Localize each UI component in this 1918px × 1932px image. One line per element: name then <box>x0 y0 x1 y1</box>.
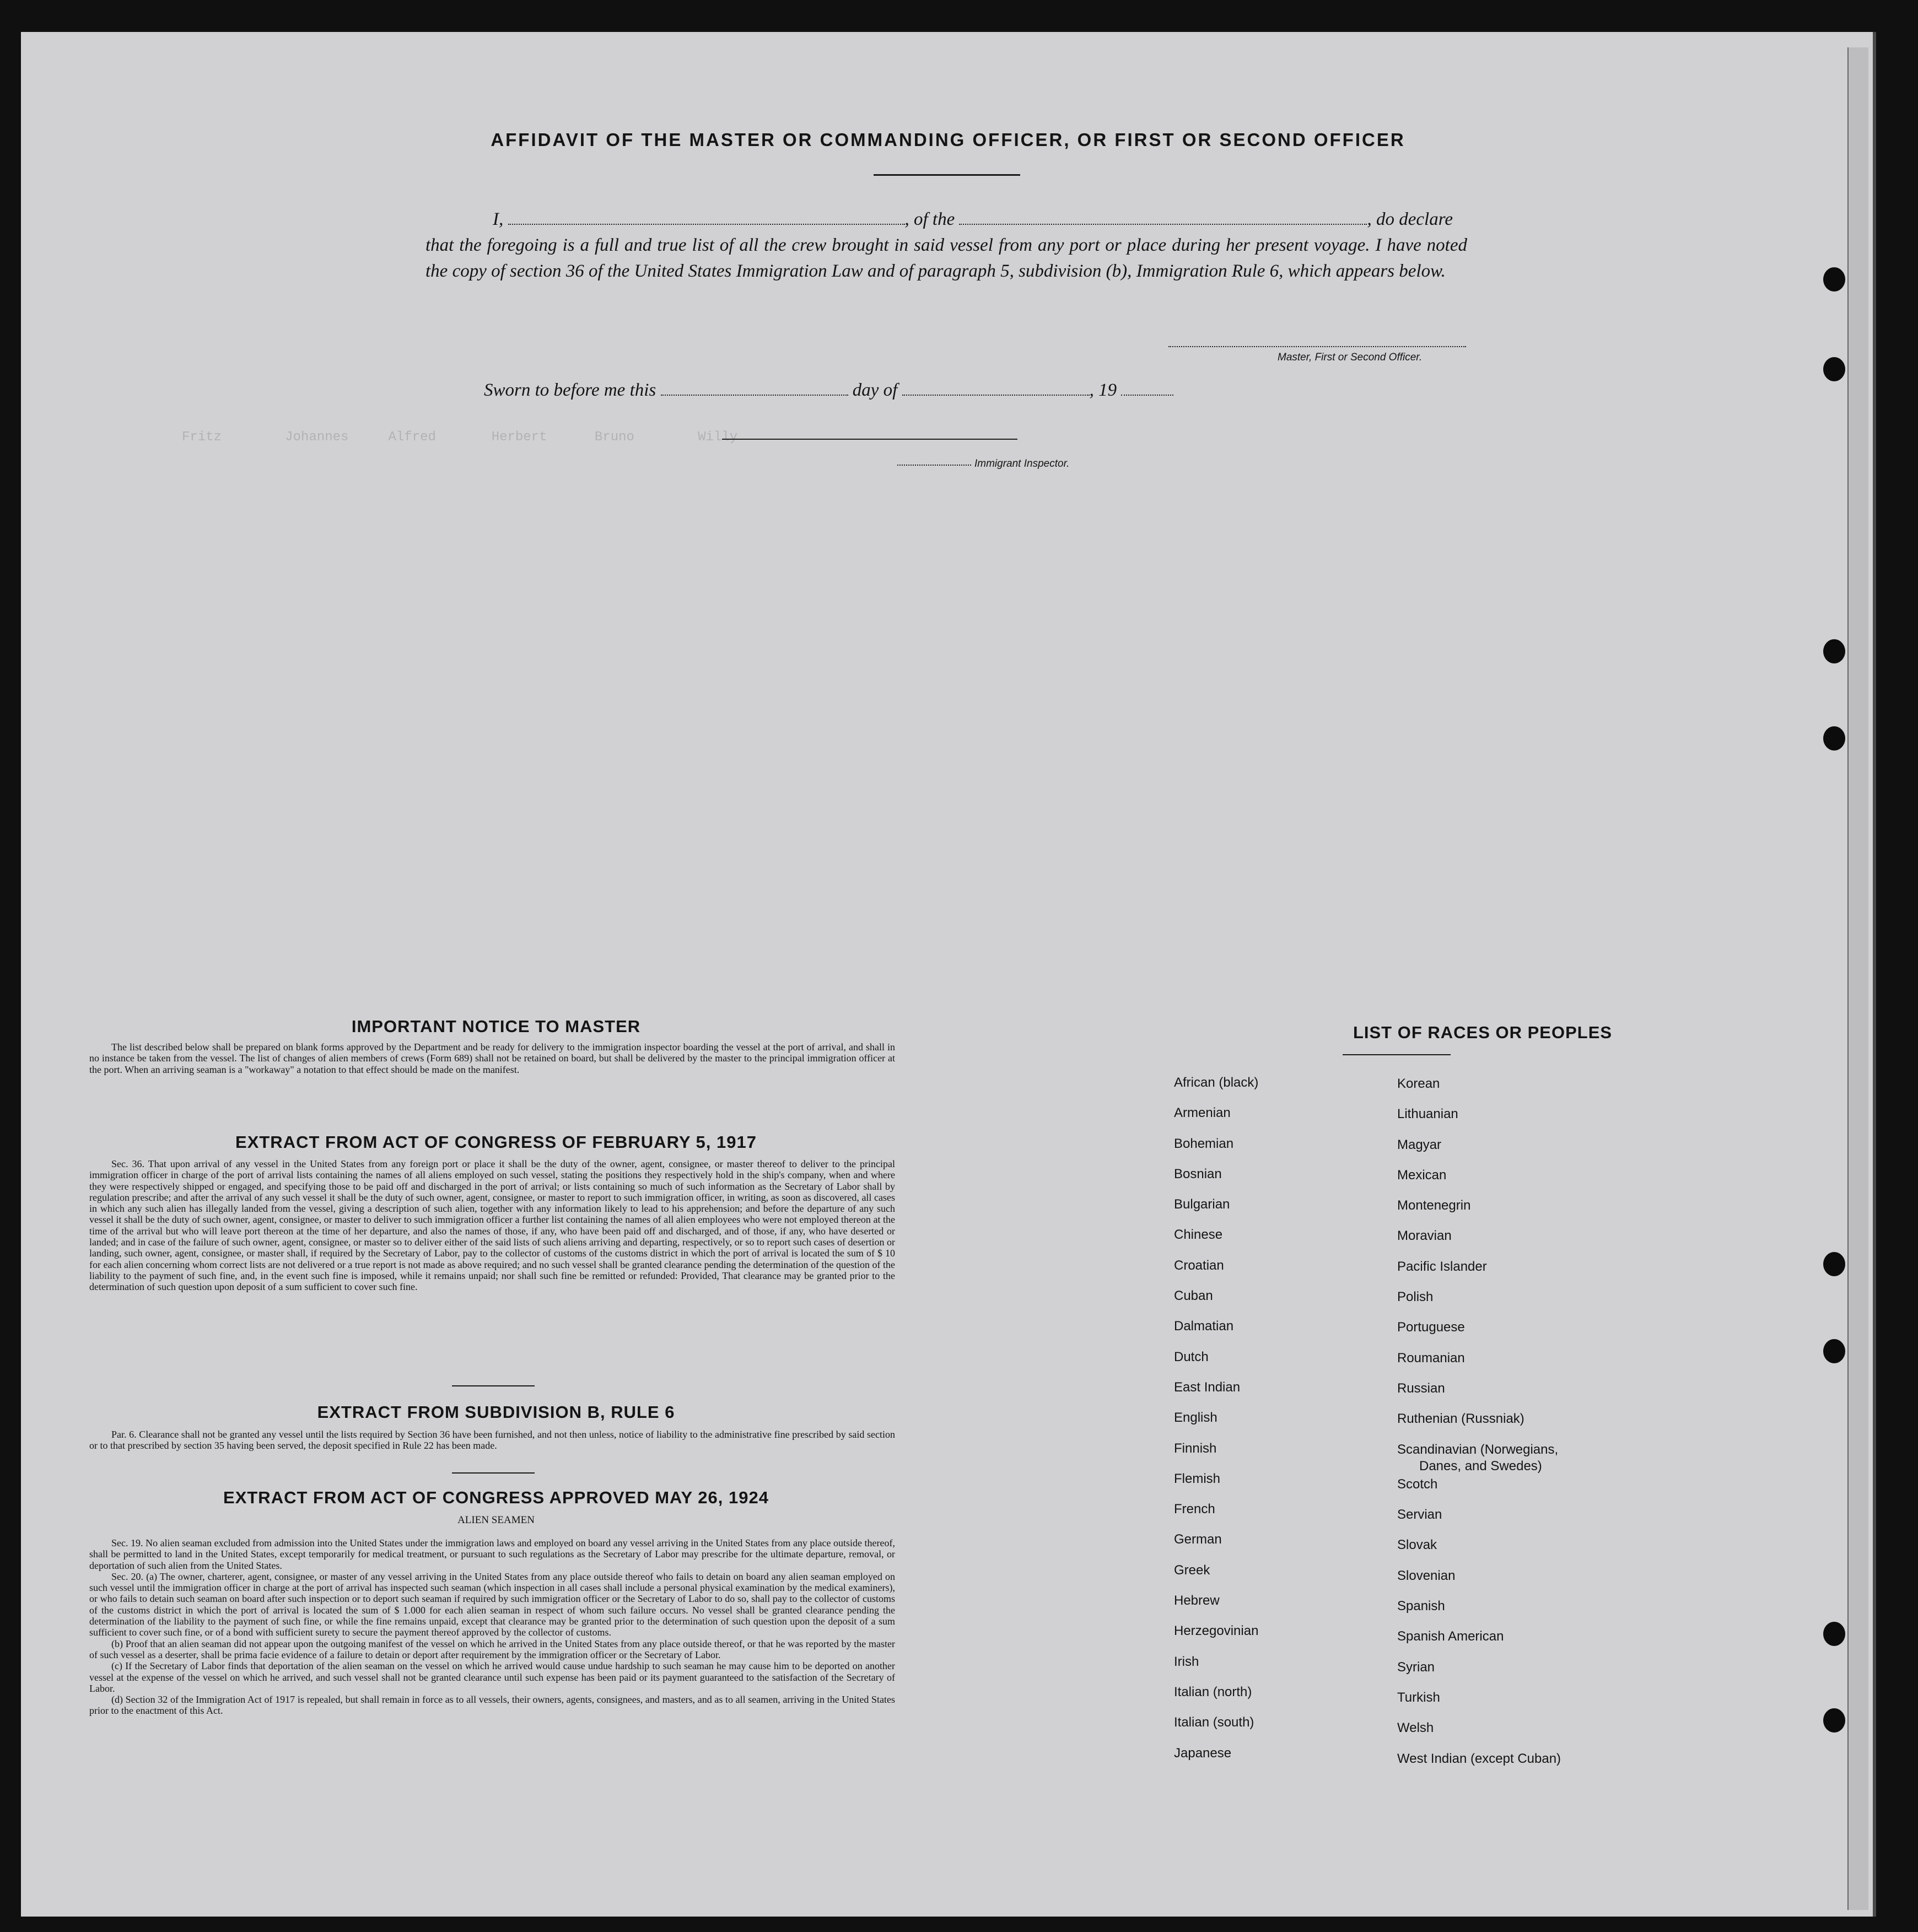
punch-hole <box>1823 1708 1845 1733</box>
race-item: Welsh <box>1397 1720 1434 1736</box>
race-item: Chinese <box>1174 1227 1223 1243</box>
race-item: Korean <box>1397 1076 1440 1091</box>
vessel-name-field[interactable] <box>959 212 1367 225</box>
race-item: Herzegovinian <box>1174 1623 1259 1639</box>
race-item: Montenegrin <box>1397 1198 1471 1213</box>
inspector-dotted-line <box>897 465 971 466</box>
race-item: Slovenian <box>1397 1568 1456 1583</box>
race-item: Slovak <box>1397 1537 1437 1553</box>
race-item: Scotch <box>1397 1476 1438 1492</box>
master-signature-caption: Master, First or Second Officer. <box>1278 352 1423 363</box>
race-item: African (black) <box>1174 1075 1259 1090</box>
race-item: Bohemian <box>1174 1136 1234 1151</box>
punch-hole <box>1823 1252 1845 1276</box>
subdivision-b-text <box>89 1429 895 1451</box>
race-item: Syrian <box>1397 1659 1435 1675</box>
sec-19-paragraph: Sec. 19. No alien seaman excluded from admission into the United States under the immigration laws and employed on board any vessel arriving in the United States from any place outside thereof, shall be permitted to land in the United States, except temporarily for medical treatment, or pursuant to such regulations as the Secretary of Labor may prescribe for the ultimate departure, removal, or deportation of such alien from the United States. <box>89 1537 895 1571</box>
race-item: Cuban <box>1174 1288 1213 1304</box>
race-item: Irish <box>1174 1654 1199 1669</box>
declarant-name-field[interactable] <box>508 212 905 225</box>
of-the-text: , of the <box>904 209 955 229</box>
races-right-column <box>1397 1076 1706 1781</box>
extract-1917-text <box>89 1158 895 1293</box>
race-item: Magyar <box>1397 1137 1442 1152</box>
race-item: West Indian (except Cuban) <box>1397 1751 1561 1766</box>
race-item: French <box>1174 1502 1215 1517</box>
race-item: Flemish <box>1174 1471 1221 1486</box>
declarant-prefix: I, <box>493 209 504 229</box>
divider <box>452 1472 535 1474</box>
bleed-through-texture: Fritz Johannes Alfred Herbert Bruno Willy <box>182 430 738 445</box>
master-signature-line[interactable] <box>1168 346 1466 347</box>
punch-hole <box>1823 267 1845 292</box>
sworn-year-field[interactable] <box>1121 382 1173 396</box>
inspector-caption: Immigrant Inspector. <box>974 458 1070 469</box>
sworn-month-field[interactable] <box>902 382 1090 396</box>
title-underline <box>874 174 1020 176</box>
race-item: Spanish American <box>1397 1629 1504 1644</box>
race-item: Greek <box>1174 1562 1210 1578</box>
extract-1924-title: EXTRACT FROM ACT OF CONGRESS APPROVED MAY 26, 1924 <box>223 1488 769 1507</box>
race-item: Lithuanian <box>1397 1107 1458 1122</box>
races-underline <box>1343 1054 1451 1055</box>
race-item: Moravian <box>1397 1228 1452 1244</box>
sworn-line <box>484 380 1200 401</box>
inspector-signature-line[interactable] <box>722 439 1017 440</box>
race-item: Armenian <box>1174 1105 1231 1121</box>
race-item: Spanish <box>1397 1599 1445 1614</box>
subdivision-b-title: EXTRACT FROM SUBDIVISION B, RULE 6 <box>317 1402 675 1422</box>
race-item: Hebrew <box>1174 1593 1220 1609</box>
race-item: English <box>1174 1410 1217 1426</box>
extract-1924-text <box>89 1537 895 1717</box>
races-title: LIST OF RACES OR PEOPLES <box>1353 1023 1613 1042</box>
race-item: Croatian <box>1174 1258 1224 1273</box>
affidavit-declaration <box>425 207 1467 284</box>
punch-hole <box>1823 357 1845 381</box>
race-item: Russian <box>1397 1380 1445 1396</box>
race-item: Italian (north) <box>1174 1684 1252 1699</box>
notice-title: IMPORTANT NOTICE TO MASTER <box>351 1017 641 1036</box>
race-item: Scandinavian (Norwegians, <box>1397 1442 1559 1457</box>
sec-20c-paragraph: (c) If the Secretary of Labor finds that deportation of the alien seaman on the vessel on which he arrived would cause undue hardship to such seaman he may cause him to be deported on another vessel at the expense of the vessel on which he arrived, and such vessel shall not be granted clearance until such expense has been paid or its payment guaranteed to the satisfaction of the Secretary of Labor. <box>89 1660 895 1694</box>
sworn-day-field[interactable] <box>661 382 848 396</box>
page-edge <box>1847 47 1868 1910</box>
race-item: Roumanian <box>1397 1350 1465 1366</box>
race-item: Portuguese <box>1397 1320 1465 1335</box>
notice-paragraph: The list described below shall be prepared on blank forms approved by the Department and be ready for delivery to the immigration inspector boarding the vessel at the port of arrival, and shall in no instance be taken from the vessel. The list of changes of alien members of crews (Form 689) shall not be retained on board, but shall be delivered by the master to the principal immigration officer at the port. When an arriving seaman is a "workaway" a notation to that effect should be made on the manifest. <box>89 1041 895 1075</box>
race-item: Italian (south) <box>1174 1715 1254 1730</box>
punch-hole <box>1823 639 1845 663</box>
punch-hole <box>1823 1622 1845 1646</box>
notice-text <box>89 1041 895 1075</box>
par-6-paragraph: Par. 6. Clearance shall not be granted any vessel until the lists required by Section 36 have been furnished, and not then unless, notice of liability to the administrative fine prescribed by said section or to that prescribed by section 35 having been served, the deposit specified in Rule 22 has been made. <box>89 1429 895 1451</box>
race-item: Polish <box>1397 1289 1434 1305</box>
declaration-body: that the foregoing is a full and true list of all the crew brought in said vessel from any port or place during her present voyage. I have noted the copy of section 36 of the United States Immigration Law and of paragraph 5, subdivision (b), Immigration Rule 6, which appears below. <box>425 235 1467 281</box>
sec-20d-paragraph: (d) Section 32 of the Immigration Act of 1917 is repealed, but shall remain in force as to all vessels, their owners, agents, consignees, and masters, and as to all seamen, arriving in the United States prior to the enactment of this Act. <box>89 1694 895 1717</box>
extract-1917-title: EXTRACT FROM ACT OF CONGRESS OF FEBRUARY 5, 1917 <box>235 1132 757 1152</box>
race-item: Mexican <box>1397 1167 1447 1183</box>
punch-hole <box>1823 726 1845 751</box>
alien-seamen-subtitle: ALIEN SEAMEN <box>457 1514 535 1526</box>
race-item: Pacific Islander <box>1397 1259 1487 1274</box>
day-of-text: day of <box>852 380 898 400</box>
race-item: Dutch <box>1174 1349 1209 1364</box>
race-item: Bulgarian <box>1174 1197 1230 1212</box>
race-item: Dalmatian <box>1174 1319 1234 1334</box>
races-left-column <box>1174 1075 1383 1776</box>
sec-20b-paragraph: (b) Proof that an alien seaman did not appear upon the outgoing manifest of the vessel on which he arrived in the United States from any place outside thereof, or that he was reported by the master of such vessel as a deserter, shall be prima facie evidence of a failure to detain or deport after requirement by the immigration officer or the Secretary of Labor. <box>89 1638 895 1660</box>
sec-20a-paragraph: Sec. 20. (a) The owner, charterer, agent, consignee, or master of any vessel arriving in the United States from any place outside thereof who fails to detain on board any alien seaman employed on such vessel until the immigration officer in charge at the port of arrival has inspected such seaman (which inspection in all cases shall include a personal physical examination by the medical examiners), or who fails to detain such seaman on board after such inspection or to deport such seaman if required by such immigration officer or the Secretary of Labor to do so, shall pay to the collector of customs of the customs district in which the port of arrival is located the sum of $ 1.000 for each alien seaman in respect of whom such failure occurs. No vessel shall be granted clearance pending the determination of the liability to the payment of such fine, or while the fine remains unpaid, except that clearance may be granted prior to the determination of such question upon the deposit of a sum sufficient to cover such fine, or of a bond with sufficient surety to secure the payment thereof approved by the collector of customs. <box>89 1571 895 1638</box>
race-item: Servian <box>1397 1507 1442 1523</box>
punch-hole <box>1823 1339 1845 1363</box>
year-prefix: , 19 <box>1089 380 1117 400</box>
divider <box>452 1385 535 1386</box>
race-item: Danes, and Swedes) <box>1419 1458 1542 1474</box>
race-item: East Indian <box>1174 1379 1241 1395</box>
sec-36-paragraph: Sec. 36. That upon arrival of any vessel in the United States from any foreign port or place it shall be the duty of the owner, agent, consignee, or master thereof to deliver to the principal immigration officer in charge of the port of arrival lists containing the names of all aliens employed on such vessel, stating the positions they respectively hold in the ship's company, when and where they were respectively shipped or engaged, and specifying those to be paid off and discharged in the port of arrival; or lists containing so much of such information as the Secretary of Labor shall by regulation prescribe; and after the arrival of any such vessel it shall be the duty of such owner, agent, consignee, or master to report to such immigration officer, in writing, as soon as discovered, all cases in which any such alien has illegally landed from the vessel, giving a description of such alien, together with any information likely to lead to his apprehension; and before the departure of any such vessel it shall be the duty of such owner, agent, consignee, or master to deliver to such immigration officer a further list containing the names of all alien employees who were not employed thereon at the time of the arrival but who will leave port thereon at the time of her departure, and also the names of those, if any, who have been paid off and discharged, and of those, if any, who have deserted or landed; and in case of the failure of such owner, agent, consignee, or master so to deliver either of the said lists of such aliens arriving and departing, respectively, or so to report such cases of desertion or landing, such owner, agent, consignee, or master shall, if required by the Secretary of Labor, pay to the collector of customs of the customs district in which the port of arrival is located the sum of $ 10 for each alien concerning whom correct lists are not delivered or a true report is not made as above required; and no such vessel shall be granted clearance pending the determination of the question of the liability to the payment of such fine, and, in the event such fine is imposed, while it remains unpaid; nor shall such fine be remitted or refunded: Provided, That clearance may be granted prior to the determination of such question upon deposit of a sum sufficient to cover such fine. <box>89 1158 895 1293</box>
sworn-prefix: Sworn to before me this <box>484 380 656 400</box>
race-item: German <box>1174 1532 1222 1547</box>
race-item: Ruthenian (Russniak) <box>1397 1411 1524 1427</box>
race-item: Bosnian <box>1174 1166 1222 1181</box>
race-item: Japanese <box>1174 1745 1232 1761</box>
do-declare-text: , do declare <box>1367 209 1453 229</box>
race-item: Turkish <box>1397 1690 1440 1705</box>
race-item: Finnish <box>1174 1440 1217 1456</box>
affidavit-title: AFFIDAVIT OF THE MASTER OR COMMANDING OFFICER, OR FIRST OR SECOND OFFICER <box>491 129 1405 150</box>
